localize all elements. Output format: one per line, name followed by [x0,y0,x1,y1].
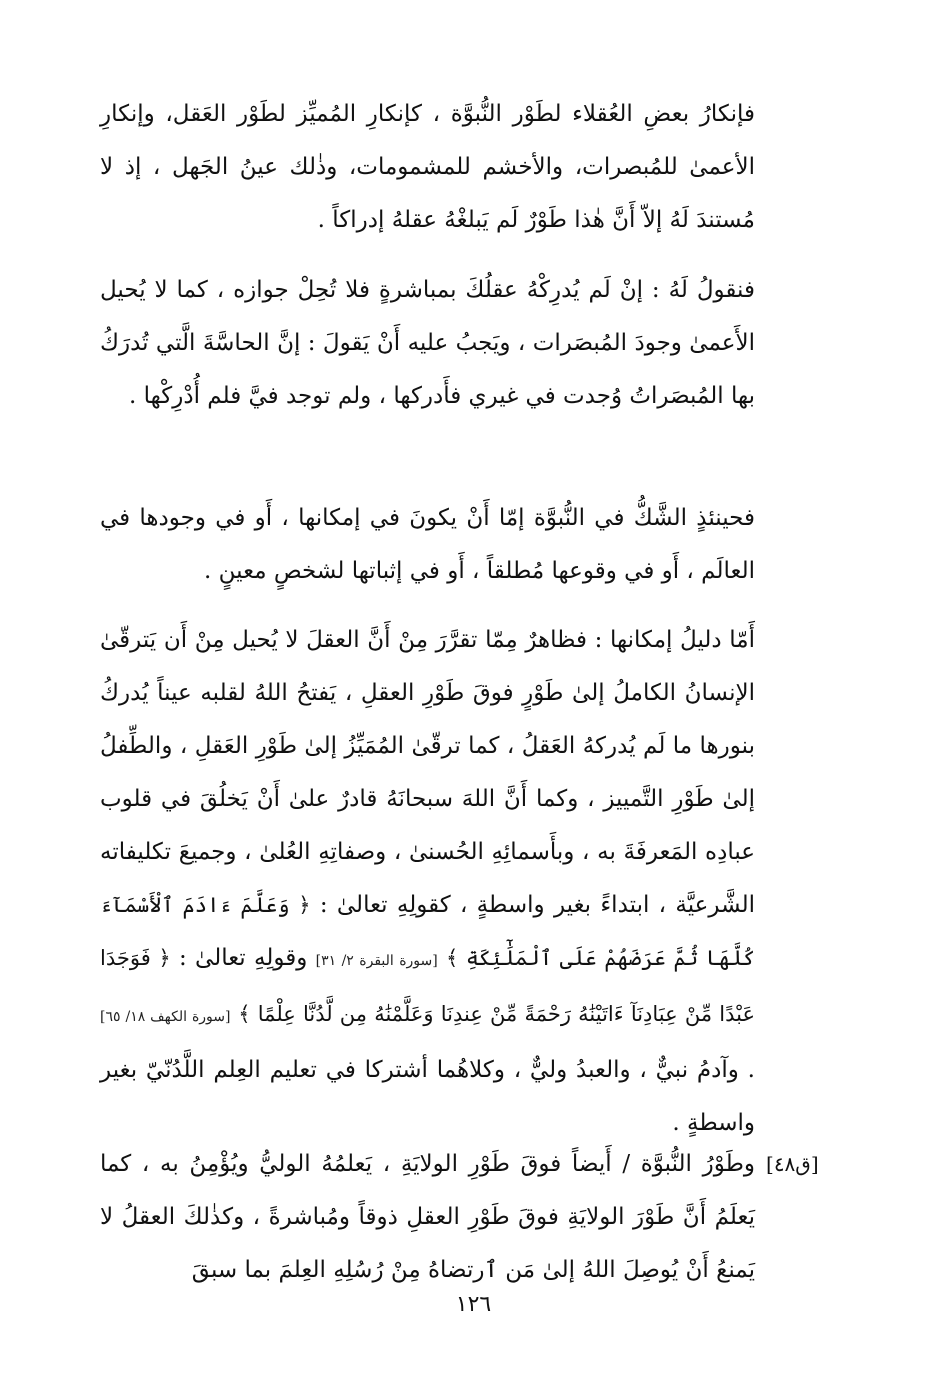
paragraph-4-connector: وقولِهِ تعالىٰ : [178,945,308,971]
paragraph-3-text: فحينئذٍ الشَّكُّ في النُّبوَّة إمّا أَنْ يكونَ في إمكانها ، أَو في وجودها في العالَم ، أَو في وقوعها مُطلقاً ، أَو في إثباتها لشخصٍ معينٍ . [100,505,755,584]
page-number: ١٢٦ [455,1292,492,1317]
paragraph-4-text [100,614,755,1150]
paragraph-1 [100,88,755,247]
paragraph-3 [100,492,755,598]
quran-verse-baqarah: ﴿ وَعَلَّمَ ءَادَمَ ٱلْأَسْمَآءَ كُلَّهَا ثُمَّ عَرَضَهُمْ عَلَى ٱلْمَلَٰٓئِكَةِ ﴾ [100,893,755,970]
paragraph-2 [100,264,755,423]
paragraph-4-intro: أَمّا دليلُ إمكانها : فظاهرٌ مِمّا تقرَّرَ مِنْ أَنَّ العقلَ لا يُحيل مِنْ أَن يَترقّىٰ الإنسانُ الكاملُ إلىٰ طَوْرٍ فوقَ طَوْرِ العقلِ ، يَفتحُ اللهُ لقلبه عيناً يُدركُ بنورها ما لَم يُدركهُ العَقلُ ، كما ترقّىٰ المُمَيِّزُ إلىٰ طَوْرِ العَقلِ ، والطِّفلُ إلىٰ طَوْرِ التَّمييز ، وكما أَنَّ اللهَ سبحانَهُ قادرٌ علىٰ أَنْ يَخلُقَ في قلوب عبادِه المَعرفَةَ به ، وبأَسمائِهِ الحُسنىٰ ، وصفاتِهِ العُلىٰ ، وجميعَ تكليفاته الشَّرعيَّة ، ابتداءً بغير واسطةٍ ، كقولِهِ تعالىٰ : [100,627,755,918]
quran-reference-kahf: [سورة الكهف ١٨/ ٦٥] [100,1009,231,1025]
quran-reference-baqarah: [سورة البقرة ٢/ ٣١] [315,953,438,969]
paragraph-4 [100,614,755,1150]
paragraph-1-text: فإنكارُ بعضِ العُقلاء لطَوْر النُّبوَّة ، كإنكارِ المُميِّز لطَوْر العَقل، وإنكارِ الأعمىٰ للمُبصرات، والأخشم للمشمومات، وذٰلك عينُ الجَهل ، إذ لا مُستندَ لَهُ إلاّ أَنَّ هٰذا طَوْرٌ لَم يَبلغْهُ عقلهُ إدراكاً . [100,101,755,233]
paragraph-5 [100,1138,755,1297]
paragraph-5-text: وطَوْرُ النُّبوَّة / أَيضاً فوقَ طَوْرِ الولايَةِ ، يَعلمُهُ الوليُّ ويُؤْمِنُ به ، كما يَعلَمُ أَنَّ طَوْرَ الولايَةِ فوقَ طَوْرِ العقلِ ذوقاً ومُباشرةً ، وكذٰلكَ العقلُ لا يَمنعُ أَنْ يُوصِلَ اللهُ إلىٰ مَن ٱرتضاهُ مِنْ رُسُلِهِ العِلمَ بما سبقَ [100,1151,755,1283]
quran-verse-kahf: ﴿ فَوَجَدَا عَبْدًا مِّنْ عِبَادِنَآ ءَاتَيْنَٰهُ رَحْمَةً مِّنْ عِندِنَا وَعَلَّمْنَٰهُ مِن لَّدُنَّا عِلْمًا ﴾ [100,946,755,1026]
paragraph-4-conclusion: . وآدمُ نبيٌّ ، والعبدُ وليٌّ ، وكلاهُما أشتركا في تعليم العِلم اللَّدُنّيّ بغير واسطةٍ . [100,1057,755,1136]
paragraph-2-text: فنقولُ لَهُ : إنْ لَم يُدرِكْهُ عقلُكَ بمباشرةٍ فلا تُحِلْ جوازه ، كما لا يُحيل الأَعمىٰ وجودَ المُبصَرات ، ويَجبُ عليه أَنْ يَقولَ : إنَّ الحاسَّةَ الَّتي تُدرَكُ بها المُبصَراتُ وُجدت في غيري فأَدركها ، ولم توجد فيَّ فلم أُدْرِكْها . [100,277,755,409]
manuscript-folio-marker: [ق٤٨] [766,1152,819,1176]
